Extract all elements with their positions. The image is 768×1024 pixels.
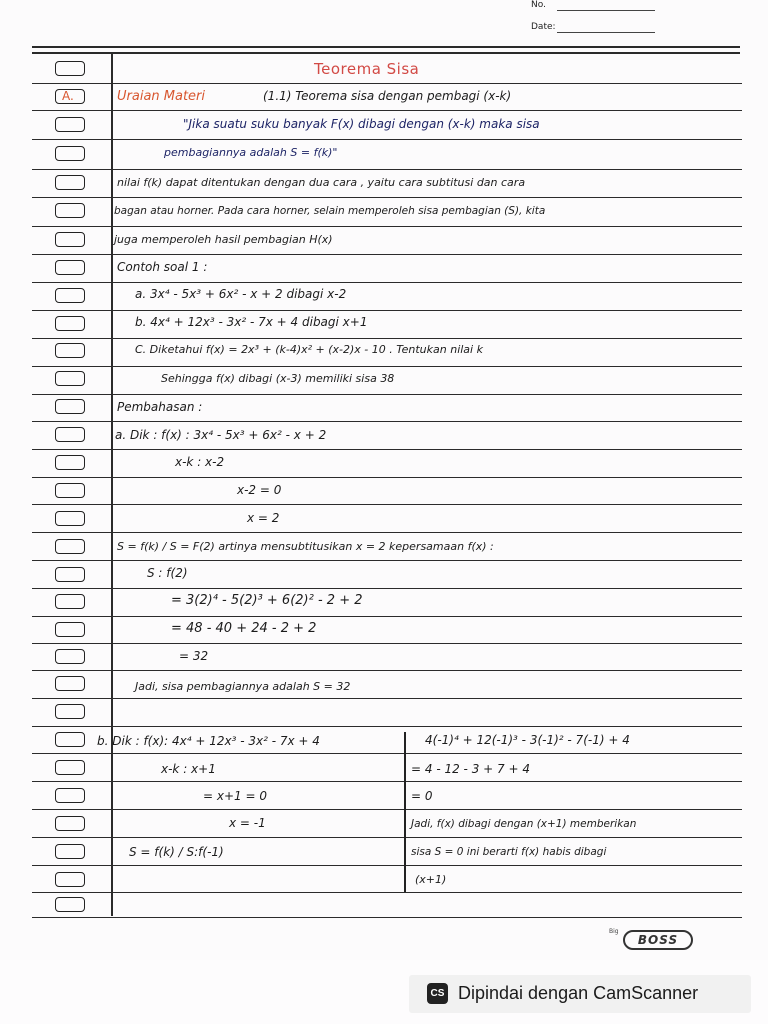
solution-a-line: x-k : x-2 [175, 455, 225, 469]
solution-b-right-line: 4(-1)⁴ + 12(-1)³ - 3(-1)² - 7(-1) + 4 [425, 733, 630, 747]
solution-a-line: S : f(2) [147, 566, 188, 580]
camscanner-logo-icon: CS [427, 983, 448, 1004]
rule-line [32, 670, 742, 671]
example-title: Contoh soal 1 : [117, 260, 208, 274]
rule-line [32, 837, 742, 838]
solution-title: Pembahasan : [117, 400, 203, 414]
checkbox [55, 732, 85, 747]
camscanner-text: Dipindai dengan CamScanner [458, 983, 699, 1003]
rule-line [32, 449, 742, 450]
checkbox [55, 343, 85, 358]
rule-line [32, 643, 742, 644]
rule-line [32, 781, 742, 782]
solution-b-right-line: Jadi, f(x) dibagi dengan (x+1) memberikan [411, 818, 637, 830]
checkbox [55, 371, 85, 386]
rule-line [32, 254, 742, 255]
rule-line [32, 139, 742, 140]
checkbox [55, 622, 85, 637]
example-b: b. 4x⁴ + 12x³ - 3x² - 7x + 4 dibagi x+1 [135, 315, 368, 329]
top-rule [32, 46, 740, 48]
rule-line [32, 394, 742, 395]
rule-line [32, 809, 742, 810]
solution-a-line: a. Dik : f(x) : 3x⁴ - 5x³ + 6x² - x + 2 [115, 428, 327, 442]
rule-line [32, 366, 742, 367]
section-subtitle: (1.1) Teorema sisa dengan pembagi (x-k) [263, 89, 512, 103]
section-letter: A. [62, 89, 74, 103]
checkbox [55, 427, 85, 442]
solution-b-right-line: = 0 [411, 789, 433, 803]
solution-b-right-line: = 4 - 12 - 3 + 7 + 4 [411, 762, 530, 776]
rule-line [32, 865, 742, 866]
column-divider [404, 732, 406, 892]
brand-prefix: Big [609, 928, 619, 935]
solution-a-line: = 48 - 40 + 24 - 2 + 2 [171, 621, 317, 636]
checkbox [55, 788, 85, 803]
checkbox [55, 844, 85, 859]
camscanner-banner [409, 975, 751, 1013]
rule-line [32, 421, 742, 422]
checkbox [55, 649, 85, 664]
example-a: a. 3x⁴ - 5x³ + 6x² - x + 2 dibagi x-2 [135, 287, 347, 301]
rule-line [32, 477, 742, 478]
rule-line [32, 504, 742, 505]
top-rule-2 [32, 52, 740, 54]
brand-logo: BOSS [623, 930, 693, 950]
definition-line-2: pembagiannya adalah S = f(k)" [164, 146, 338, 159]
solution-b-left-line: S = f(k) / S:f(-1) [129, 845, 224, 859]
example-c-line-1: C. Diketahui f(x) = 2x³ + (k-4)x² + (x-2)x - 10 . Tentukan nilai k [135, 343, 483, 356]
solution-b-left-line: x = -1 [229, 816, 266, 830]
checkbox [55, 760, 85, 775]
solution-b-left-line: = x+1 = 0 [203, 789, 267, 803]
rule-line [32, 282, 742, 283]
solution-b-right-line: sisa S = 0 ini berarti f(x) habis dibagi [411, 846, 607, 858]
rule-line [32, 226, 742, 227]
checkbox [55, 61, 85, 76]
rule-line [32, 197, 742, 198]
checkbox [55, 455, 85, 470]
checkbox [55, 594, 85, 609]
date-label: Date: [531, 22, 556, 32]
solution-a-line: = 3(2)⁴ - 5(2)³ + 6(2)² - 2 + 2 [171, 593, 363, 608]
explanation-line-2: bagan atau horner. Pada cara horner, selain memperoleh sisa pembagian (S), kita [114, 205, 546, 217]
page-title: Teorema Sisa [314, 60, 420, 78]
checkbox [55, 316, 85, 331]
checkbox [55, 483, 85, 498]
rule-line [32, 110, 742, 111]
rule-line [32, 560, 742, 561]
checkbox [55, 704, 85, 719]
rule-line [32, 310, 742, 311]
rule-line [32, 169, 742, 170]
explanation-line-3: juga memperoleh hasil pembagian H(x) [114, 233, 333, 246]
date-line [557, 32, 655, 33]
solution-a-line: S = f(k) / S = F(2) artinya mensubtitusikan x = 2 kepersamaan f(x) : [117, 540, 494, 553]
checkbox [55, 399, 85, 414]
checkbox [55, 175, 85, 190]
checkbox [55, 872, 85, 887]
checkbox [55, 816, 85, 831]
checkbox [55, 676, 85, 691]
rule-line [32, 588, 742, 589]
checkbox [55, 288, 85, 303]
solution-a-line: x = 2 [247, 511, 280, 525]
checkbox [55, 232, 85, 247]
checkbox [55, 203, 85, 218]
solution-a-line: x-2 = 0 [237, 483, 282, 497]
solution-a-conclusion: Jadi, sisa pembagiannya adalah S = 32 [135, 680, 351, 693]
no-label: No. [531, 0, 546, 10]
rule-line [32, 83, 742, 84]
checkbox [55, 897, 85, 912]
checkbox [55, 539, 85, 554]
solution-b-left-line: x-k : x+1 [161, 762, 216, 776]
rule-line [32, 892, 742, 893]
solution-b-right-line: (x+1) [415, 873, 447, 886]
rule-line [32, 338, 742, 339]
solution-a-line: = 32 [179, 649, 209, 663]
definition-line-1: "Jika suatu suku banyak F(x) dibagi dengan (x-k) maka sisa [183, 117, 540, 131]
rule-line [32, 616, 742, 617]
checkbox [55, 511, 85, 526]
example-c-line-2: Sehingga f(x) dibagi (x-3) memiliki sisa 38 [161, 372, 395, 385]
rule-line [32, 753, 742, 754]
checkbox [55, 146, 85, 161]
checkbox [55, 117, 85, 132]
checkbox [55, 567, 85, 582]
rule-line [32, 726, 742, 727]
rule-line [32, 532, 742, 533]
solution-b-left-line: b. Dik : f(x): 4x⁴ + 12x³ - 3x² - 7x + 4 [97, 734, 320, 748]
no-line [557, 10, 655, 11]
rule-line [32, 917, 742, 918]
checkbox [55, 260, 85, 275]
margin-line [111, 53, 113, 916]
explanation-line-1: nilai f(k) dapat ditentukan dengan dua cara , yaitu cara subtitusi dan cara [117, 176, 526, 189]
rule-line [32, 698, 742, 699]
section-label: Uraian Materi [117, 89, 206, 104]
